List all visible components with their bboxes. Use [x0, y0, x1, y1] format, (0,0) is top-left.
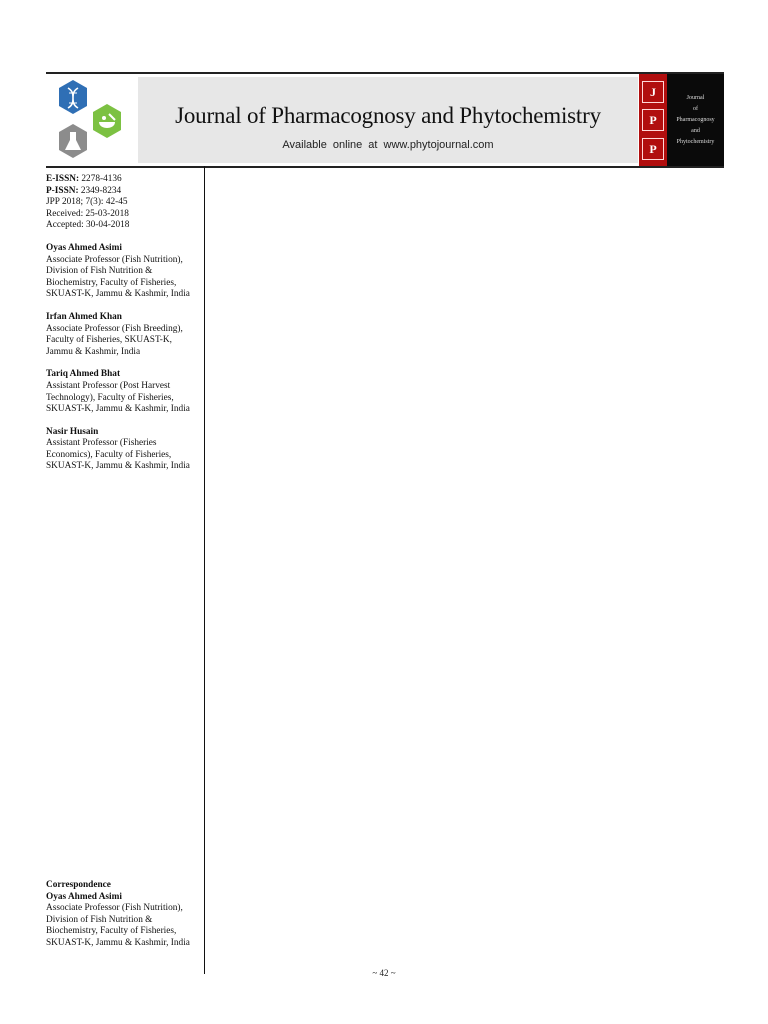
author-block: [46, 427, 198, 473]
correspondence-affiliation: Associate Professor (Fish Nutrition), Division of Fish Nutrition & Biochemistry, Faculty of Fisheries, SKUAST-K, Jammu & Kashmir, India: [46, 903, 190, 948]
author-name: Nasir Husain: [46, 426, 99, 437]
column-divider: [204, 166, 205, 974]
page-number: ~ 42 ~: [372, 968, 396, 978]
jpp-name-box: [667, 74, 724, 166]
pissn-line: [46, 186, 198, 198]
eissn-line: [46, 174, 198, 186]
jpp-letter-j: J: [642, 81, 664, 103]
author-name: Oyas Ahmed Asimi: [46, 242, 122, 253]
jpp-letter-p1: P: [642, 109, 664, 131]
mortar-pestle-icon: [93, 104, 121, 138]
jpp-box-line: Journal: [686, 94, 705, 101]
jpp-letter-strip: [639, 74, 667, 166]
journal-website-line: Available online at www.phytojournal.com: [282, 139, 494, 151]
received-date: Received: 25-03-2018: [46, 208, 129, 219]
jpp-box-line: Pharmacognosy: [676, 116, 715, 123]
journal-title: Journal of Pharmacognosy and Phytochemistry: [175, 103, 601, 128]
jpp-box-line: and: [691, 127, 700, 134]
author-name: Tariq Ahmed Bhat: [46, 369, 121, 380]
article-sidebar: [46, 174, 198, 473]
jpp-letter-p2: P: [642, 138, 664, 160]
jpp-box-line: of: [693, 105, 698, 112]
correspondence-block: [46, 880, 198, 950]
author-affiliation: Assistant Professor (Post Harvest Technology), Faculty of Fisheries, SKUAST-K, Jammu & Kashmir, India: [46, 380, 190, 415]
eissn-value: 2278-4136: [79, 174, 122, 184]
jpp-box-line: Phytochemistry: [676, 138, 715, 145]
journal-header: [46, 72, 724, 168]
author-affiliation: Associate Professor (Fish Nutrition), Division of Fish Nutrition & Biochemistry, Faculty of Fisheries, SKUAST-K, Jammu & Kashmir, India: [46, 254, 190, 300]
eissn-label: E-ISSN:: [46, 174, 80, 184]
pissn-label: P-ISSN:: [46, 185, 79, 196]
journal-banner: [138, 77, 638, 163]
pissn-value: 2349-8234: [78, 185, 122, 196]
author-block: [46, 243, 198, 301]
author-affiliation: Assistant Professor (Fisheries Economics), Faculty of Fisheries, SKUAST-K, Jammu & Kashmir, India: [46, 438, 190, 472]
author-block: [46, 369, 198, 415]
author-affiliation: Associate Professor (Fish Breeding), Faculty of Fisheries, SKUAST-K, Jammu & Kashmir, India: [46, 323, 183, 357]
correspondence-heading: Correspondence: [46, 880, 111, 890]
jpp-citation: JPP 2018; 7(3): 42-45: [46, 197, 128, 208]
author-block: [46, 312, 198, 358]
correspondence-name: Oyas Ahmed Asimi: [46, 891, 122, 902]
journal-logo: [49, 78, 133, 162]
accepted-date: Accepted: 30-04-2018: [46, 220, 130, 231]
author-name: Irfan Ahmed Khan: [46, 311, 122, 322]
